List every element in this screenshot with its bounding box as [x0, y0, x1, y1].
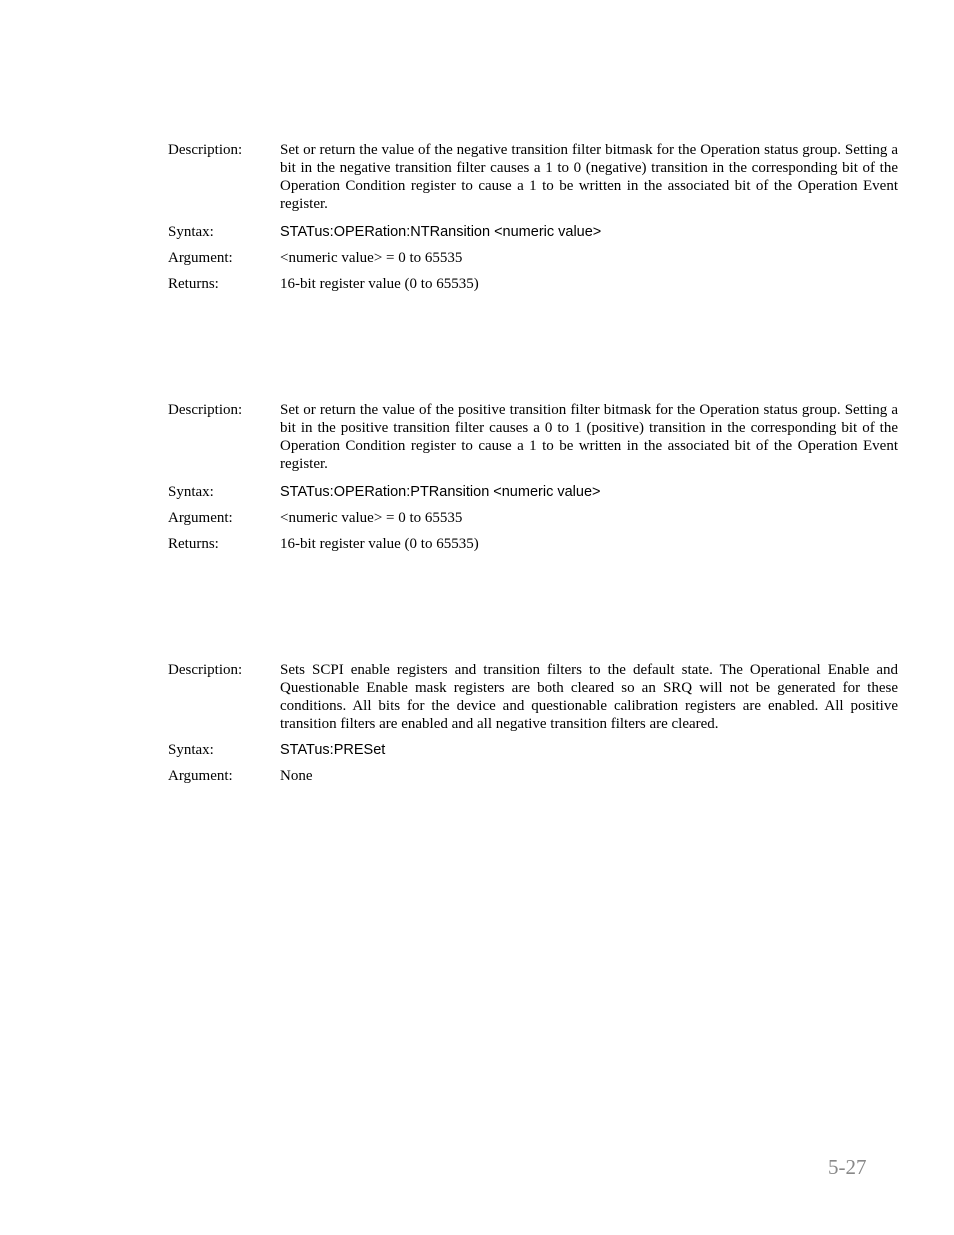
description-label: Description: [168, 402, 243, 418]
command-entry-ntransition [168, 141, 898, 293]
description-label: Description: [168, 662, 243, 678]
returns-label: Returns: [168, 536, 219, 552]
returns-text: 16-bit register value (0 to 65535) [280, 276, 479, 292]
description-row [168, 141, 898, 213]
argument-row [168, 767, 898, 785]
returns-row [168, 535, 898, 553]
returns-text: 16-bit register value (0 to 65535) [280, 536, 479, 552]
syntax-text: STATus:PRESet [280, 742, 386, 758]
description-label: Description: [168, 142, 243, 158]
command-entry-ptransition [168, 401, 898, 553]
description-text: Set or return the value of the negative transition filter bitmask for the Operation status group. Setting a bit in the negative transition filter causes a 1 to 0 (negative) transition in the corresponding bit of the Operation Condition register to cause a 1 to be written in the associated bit of the Operation Event register. [280, 142, 898, 212]
syntax-label: Syntax: [168, 484, 214, 500]
argument-label: Argument: [168, 768, 233, 784]
argument-label: Argument: [168, 250, 233, 266]
argument-label: Argument: [168, 510, 233, 526]
syntax-text: STATus:OPERation:PTRansition <numeric value> [280, 484, 601, 500]
page-number: 5-27 [828, 1155, 867, 1179]
description-row [168, 401, 898, 473]
returns-label: Returns: [168, 276, 219, 292]
syntax-row [168, 741, 898, 759]
syntax-row [168, 223, 898, 241]
syntax-row [168, 483, 898, 501]
description-text: Set or return the value of the positive transition filter bitmask for the Operation status group. Setting a bit in the positive transition filter causes a 0 to 1 (positive) transition in the corresponding bit of the Operation Condition register to cause a 1 to be written in the associated bit of the Operation Event register. [280, 402, 898, 472]
argument-row [168, 249, 898, 267]
syntax-text: STATus:OPERation:NTRansition <numeric value> [280, 224, 602, 240]
command-entry-preset [168, 661, 898, 785]
returns-row [168, 275, 898, 293]
argument-row [168, 509, 898, 527]
syntax-label: Syntax: [168, 742, 214, 758]
syntax-label: Syntax: [168, 224, 214, 240]
argument-text: <numeric value> = 0 to 65535 [280, 250, 463, 266]
description-row [168, 661, 898, 733]
description-text: Sets SCPI enable registers and transition filters to the default state. The Operational Enable and Questionable Enable mask registers are both cleared so an SRQ will not be generated for these conditions. All bits for the device and questionable calibration registers are enabled. All positive transition filters are enabled and all negative transition filters are cleared. [280, 662, 898, 732]
argument-text: None [280, 768, 313, 784]
argument-text: <numeric value> = 0 to 65535 [280, 510, 463, 526]
